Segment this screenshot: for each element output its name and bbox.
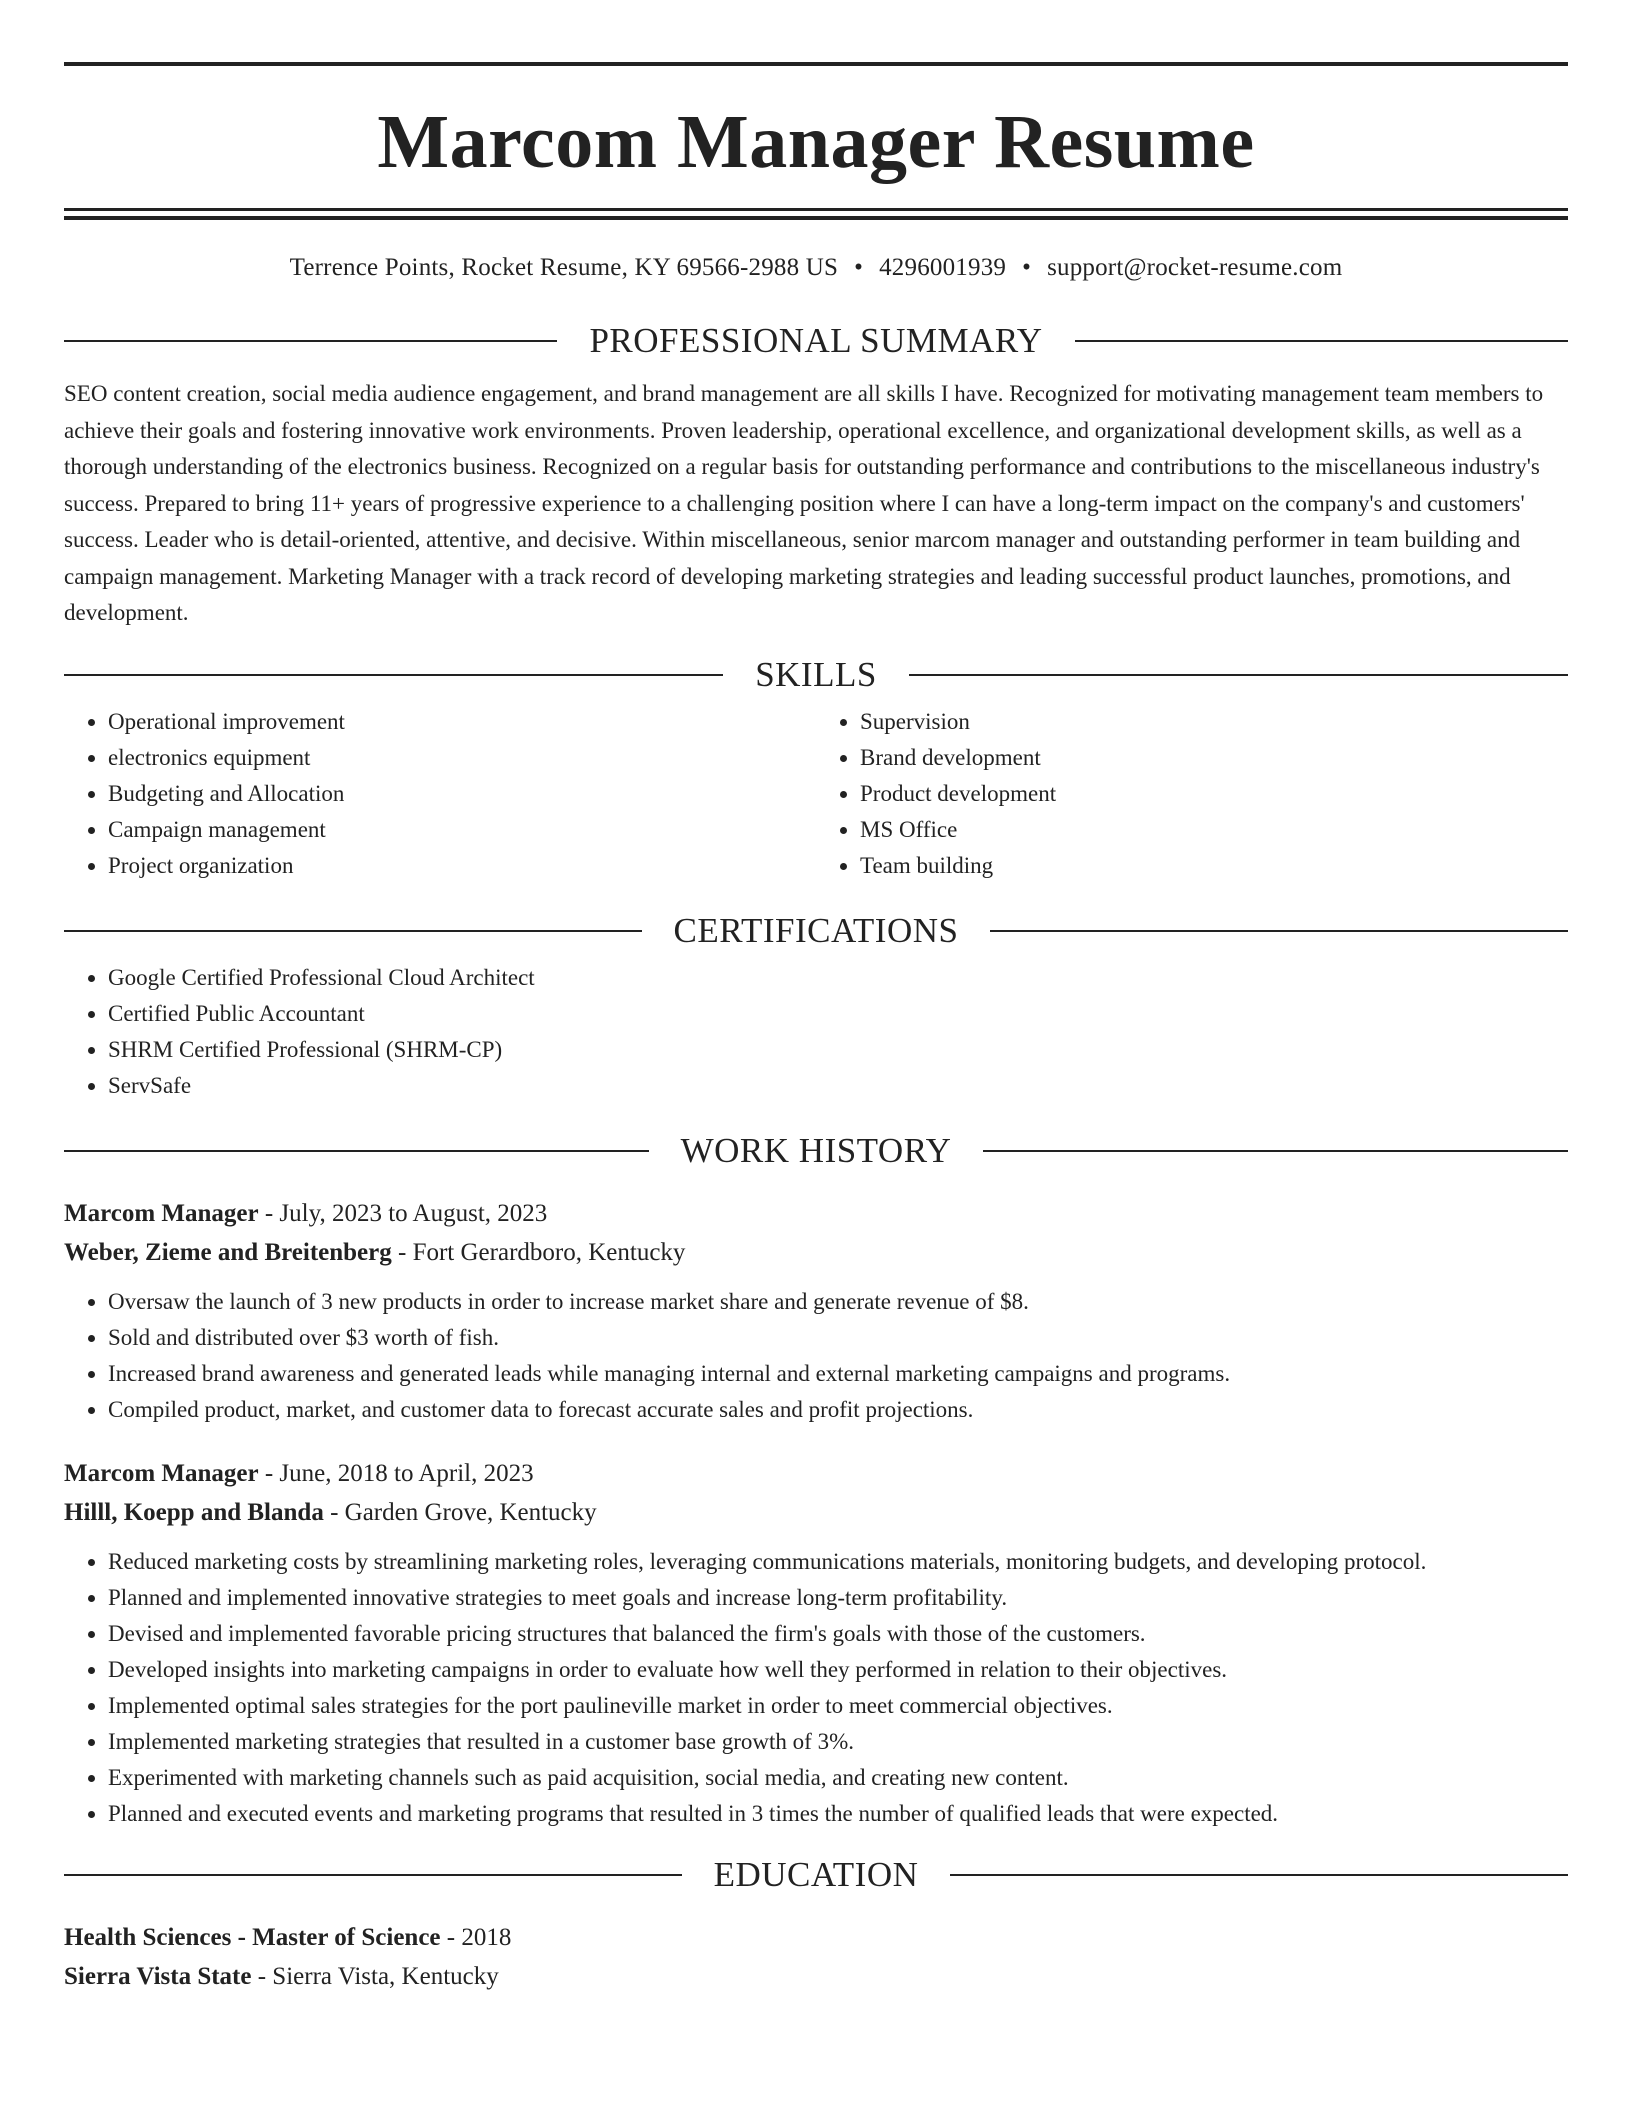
work-heading xyxy=(64,1130,1568,1172)
heading-rule xyxy=(64,930,642,932)
job-bullet: • Oversaw the launch of 3 new products in order to increase market share and generate revenue of $8. xyxy=(108,1284,1568,1320)
education-degree-line xyxy=(64,1918,1568,1957)
job-title: Marcom Manager xyxy=(64,1459,259,1487)
job-bullet: • Sold and distributed over $3 worth of fish. xyxy=(108,1320,1568,1356)
job-bullets xyxy=(64,1284,1568,1428)
skill-item: • Brand development xyxy=(860,740,1568,776)
skill-item: • Operational improvement xyxy=(108,704,816,740)
job-company: Hilll, Koepp and Blanda xyxy=(64,1498,324,1526)
job-bullet: • Compiled product, market, and customer data to forecast accurate sales and profit projections. xyxy=(108,1392,1568,1428)
contact-separator: • xyxy=(854,254,864,281)
education-degree: Health Sciences - Master of Science xyxy=(64,1923,441,1951)
education-location: - Sierra Vista, Kentucky xyxy=(251,1962,499,1990)
job-bullet: • Planned and implemented innovative strategies to meet goals and increase long-term profitability. xyxy=(108,1580,1568,1616)
heading-rule xyxy=(64,674,723,676)
job-dates: - June, 2018 to April, 2023 xyxy=(258,1459,534,1487)
heading-rule xyxy=(983,1150,1568,1152)
resume-title: Marcom Manager Resume xyxy=(377,100,1255,184)
skill-item: • Project organization xyxy=(108,848,816,884)
heading-rule xyxy=(950,1874,1568,1876)
job-bullet: • Implemented marketing strategies that resulted in a customer base growth of 3%. xyxy=(108,1724,1568,1760)
skills-right-list xyxy=(816,704,1568,884)
skills-columns xyxy=(64,696,1568,884)
skill-item: • Team building xyxy=(860,848,1568,884)
skills-left-list xyxy=(64,704,816,884)
skill-item: • Budgeting and Allocation xyxy=(108,776,816,812)
job-bullet: • Increased brand awareness and generated leads while managing internal and external marketing campaigns and programs. xyxy=(108,1356,1568,1392)
job-entry xyxy=(64,1194,1568,1428)
job-bullets xyxy=(64,1544,1568,1832)
education-entry xyxy=(64,1918,1568,1996)
work-heading-label: WORK HISTORY xyxy=(680,1130,952,1170)
heading-rule xyxy=(1075,340,1568,342)
summary-text: SEO content creation, social media audience engagement, and brand management are all skills I have. Recognized for motivating management team members to achieve their goals and fostering innovative work environments. Proven leadership, operational excellence, and organizational development skills, as well as a thorough understanding of the electronics business. Recognized on a regular basis for outstanding performance and contributions to the miscellaneous industry's success. Prepared to bring 11+ years of progressive experience to a challenging position where I can have a long-term impact on the company's and customers' success. Leader who is detail-oriented, attentive, and decisive. Within miscellaneous, senior marcom manager and outstanding performer in team building and campaign management. Marketing Manager with a track record of developing marketing strategies and leading successful product launches, promotions, and development. xyxy=(64,381,1544,625)
heading-rule xyxy=(990,930,1568,932)
skill-item: • Campaign management xyxy=(108,812,816,848)
job-company-line xyxy=(64,1493,1568,1532)
heading-rule xyxy=(64,1150,649,1152)
resume-page xyxy=(64,62,1568,1996)
job-bullet: • Implemented optimal sales strategies for the port paulineville market in order to meet commercial objectives. xyxy=(108,1688,1568,1724)
certifications-list xyxy=(64,960,1568,1104)
contact-email: support@rocket-resume.com xyxy=(1047,254,1343,281)
skill-item: • MS Office xyxy=(860,812,1568,848)
certification-item: • Google Certified Professional Cloud Architect xyxy=(108,960,1568,996)
summary-heading xyxy=(64,320,1568,362)
job-dates: - July, 2023 to August, 2023 xyxy=(258,1199,548,1227)
job-company: Weber, Zieme and Breitenberg xyxy=(64,1238,392,1266)
education-school-line xyxy=(64,1957,1568,1996)
top-rule xyxy=(64,62,1568,66)
job-bullet: • Experimented with marketing channels such as paid acquisition, social media, and creating new content. xyxy=(108,1760,1568,1796)
summary-heading-label: PROFESSIONAL SUMMARY xyxy=(589,321,1043,360)
job-bullet: • Devised and implemented favorable pricing structures that balanced the firm's goals with those of the customers. xyxy=(108,1616,1568,1652)
job-entry xyxy=(64,1454,1568,1832)
title-double-rule xyxy=(64,208,1568,220)
job-bullet: • Planned and executed events and marketing programs that resulted in 3 times the number of qualified leads that were expected. xyxy=(108,1796,1568,1832)
heading-rule xyxy=(64,1874,682,1876)
job-bullet: • Reduced marketing costs by streamlining marketing roles, leveraging communications materials, monitoring budgets, and developing protocol. xyxy=(108,1544,1568,1580)
education-school: Sierra Vista State xyxy=(64,1962,252,1990)
certification-item: • SHRM Certified Professional (SHRM-CP) xyxy=(108,1032,1568,1068)
job-location: - Garden Grove, Kentucky xyxy=(323,1498,597,1526)
job-bullet: • Developed insights into marketing campaigns in order to evaluate how well they performed in relation to their objectives. xyxy=(108,1652,1568,1688)
heading-rule xyxy=(64,340,557,342)
certifications-heading-label: CERTIFICATIONS xyxy=(673,910,959,950)
skill-item: • Product development xyxy=(860,776,1568,812)
job-title-line xyxy=(64,1194,1568,1233)
education-year: - 2018 xyxy=(440,1923,512,1951)
contact-separator: • xyxy=(1022,254,1032,281)
contact-line xyxy=(64,254,1568,282)
certification-item: • Certified Public Accountant xyxy=(108,996,1568,1032)
skill-item: • electronics equipment xyxy=(108,740,816,776)
education-heading-label: EDUCATION xyxy=(713,1854,919,1894)
skills-heading xyxy=(64,654,1568,696)
contact-phone: 4296001939 xyxy=(879,254,1007,281)
education-heading xyxy=(64,1854,1568,1896)
skills-heading-label: SKILLS xyxy=(755,654,877,694)
contact-address: Terrence Points, Rocket Resume, KY 69566-2988 US xyxy=(289,254,839,281)
job-title-line xyxy=(64,1454,1568,1493)
skill-item: • Supervision xyxy=(860,704,1568,740)
job-title: Marcom Manager xyxy=(64,1199,259,1227)
heading-rule xyxy=(909,674,1568,676)
certification-item: • ServSafe xyxy=(108,1068,1568,1104)
job-company-line xyxy=(64,1233,1568,1272)
job-location: - Fort Gerardboro, Kentucky xyxy=(391,1238,686,1266)
certifications-heading xyxy=(64,910,1568,952)
